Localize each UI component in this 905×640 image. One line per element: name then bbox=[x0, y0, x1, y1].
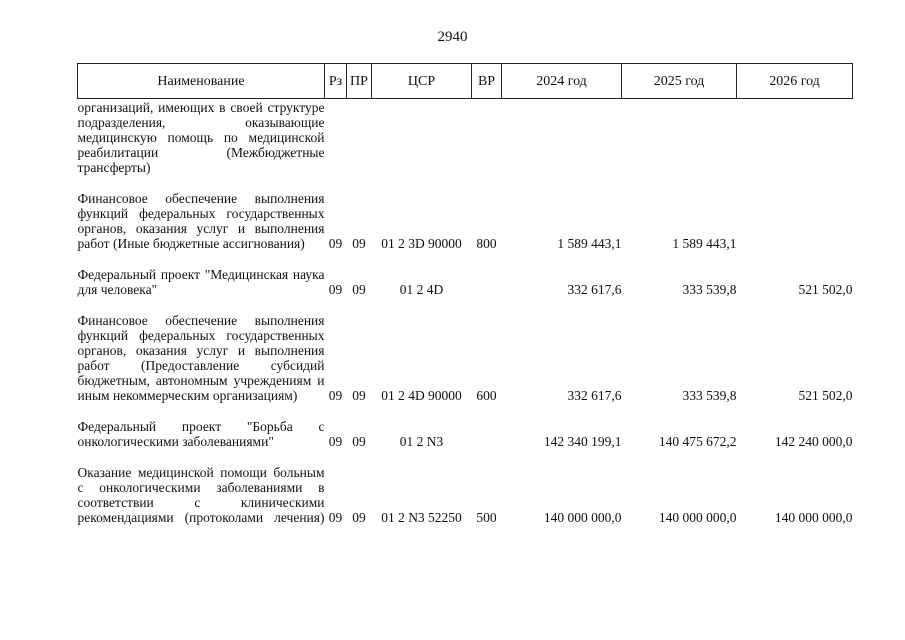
page-number: 2940 bbox=[437, 29, 468, 45]
row-name: Финансовое обеспечение выполнения функций федеральных государственных органов, оказания услуг и выполнения работ (Предоставление субсидий бюджетным, автономным учреждениям и иным некоммерческим организациям) bbox=[77, 313, 325, 403]
table-row bbox=[78, 313, 853, 403]
table-row bbox=[78, 419, 853, 449]
row-vr: 500 bbox=[476, 510, 497, 525]
row-csr: 01 2 N3 52250 bbox=[381, 510, 462, 525]
row-spacer bbox=[78, 251, 853, 267]
row-vr bbox=[472, 419, 502, 449]
row-rz: 09 bbox=[328, 388, 343, 403]
row-spacer bbox=[78, 297, 853, 313]
row-2024: 332 617,6 bbox=[567, 388, 622, 403]
row-spacer bbox=[78, 403, 853, 419]
column-header-name: Наименование bbox=[78, 64, 325, 99]
row-2026 bbox=[737, 191, 853, 251]
row-pr: 09 bbox=[352, 434, 366, 449]
row-2026: 521 502,0 bbox=[798, 388, 853, 403]
row-2026 bbox=[737, 99, 853, 176]
row-2024: 332 617,6 bbox=[567, 282, 622, 297]
table-row bbox=[78, 267, 853, 297]
column-header-csr: ЦСР bbox=[372, 64, 472, 99]
row-pr bbox=[347, 99, 372, 176]
column-header-vr: ВР bbox=[472, 64, 502, 99]
row-name: Оказание медицинской помощи больным с онкологическими заболеваниями в соответствии с клиническими рекомендациями (протоколами лечения) bbox=[77, 465, 325, 525]
table-body bbox=[78, 99, 853, 526]
row-2025: 333 539,8 bbox=[682, 282, 737, 297]
row-csr: 01 2 4D bbox=[399, 282, 444, 297]
row-pr: 09 bbox=[352, 236, 366, 251]
column-header-2024: 2024 год bbox=[502, 64, 622, 99]
row-rz bbox=[325, 99, 347, 176]
column-header-2025: 2025 год bbox=[622, 64, 737, 99]
table-row bbox=[78, 99, 853, 176]
row-rz: 09 bbox=[328, 434, 343, 449]
row-2025: 140 475 672,2 bbox=[658, 434, 737, 449]
column-header-2026: 2026 год bbox=[737, 64, 853, 99]
row-name: Федеральный проект "Медицинская наука для человека" bbox=[77, 267, 325, 297]
header-row bbox=[78, 64, 853, 99]
row-csr bbox=[372, 99, 472, 176]
budget-table bbox=[77, 63, 853, 525]
row-pr: 09 bbox=[352, 510, 366, 525]
row-rz: 09 bbox=[328, 510, 343, 525]
column-header-pr: ПР bbox=[347, 64, 372, 99]
row-2026: 521 502,0 bbox=[798, 282, 853, 297]
table-row bbox=[78, 191, 853, 251]
row-pr: 09 bbox=[352, 282, 366, 297]
row-2025: 1 589 443,1 bbox=[672, 236, 737, 251]
row-csr: 01 2 N3 bbox=[399, 434, 444, 449]
row-rz: 09 bbox=[328, 236, 343, 251]
row-spacer bbox=[78, 175, 853, 191]
row-vr bbox=[472, 267, 502, 297]
row-2026: 142 240 000,0 bbox=[774, 434, 853, 449]
row-csr: 01 2 3D 90000 bbox=[381, 236, 462, 251]
row-vr bbox=[472, 99, 502, 176]
table-header bbox=[78, 64, 853, 99]
row-spacer bbox=[78, 449, 853, 465]
row-rz: 09 bbox=[328, 282, 343, 297]
row-vr: 800 bbox=[476, 236, 497, 251]
row-name: организаций, имеющих в своей структуре подразделения, оказывающие медицинскую помощь по медицинской реабилитации (Межбюджетные трансферты) bbox=[77, 100, 325, 175]
row-2024: 140 000 000,0 bbox=[543, 510, 622, 525]
row-2024: 142 340 199,1 bbox=[543, 434, 622, 449]
row-2026: 140 000 000,0 bbox=[774, 510, 853, 525]
column-header-rz: Рз bbox=[325, 64, 347, 99]
row-name: Федеральный проект "Борьба с онкологическими заболеваниями" bbox=[77, 419, 325, 449]
row-name: Финансовое обеспечение выполнения функций федеральных государственных органов, оказания услуг и выполнения работ (Иные бюджетные ассигнования) bbox=[77, 191, 325, 251]
row-csr: 01 2 4D 90000 bbox=[381, 388, 462, 403]
row-vr: 600 bbox=[476, 388, 497, 403]
row-2024: 1 589 443,1 bbox=[557, 236, 622, 251]
row-2025: 140 000 000,0 bbox=[658, 510, 737, 525]
row-2024 bbox=[502, 99, 622, 176]
row-2025: 333 539,8 bbox=[682, 388, 737, 403]
table-row bbox=[78, 465, 853, 525]
row-2025 bbox=[622, 99, 737, 176]
row-pr: 09 bbox=[352, 388, 366, 403]
